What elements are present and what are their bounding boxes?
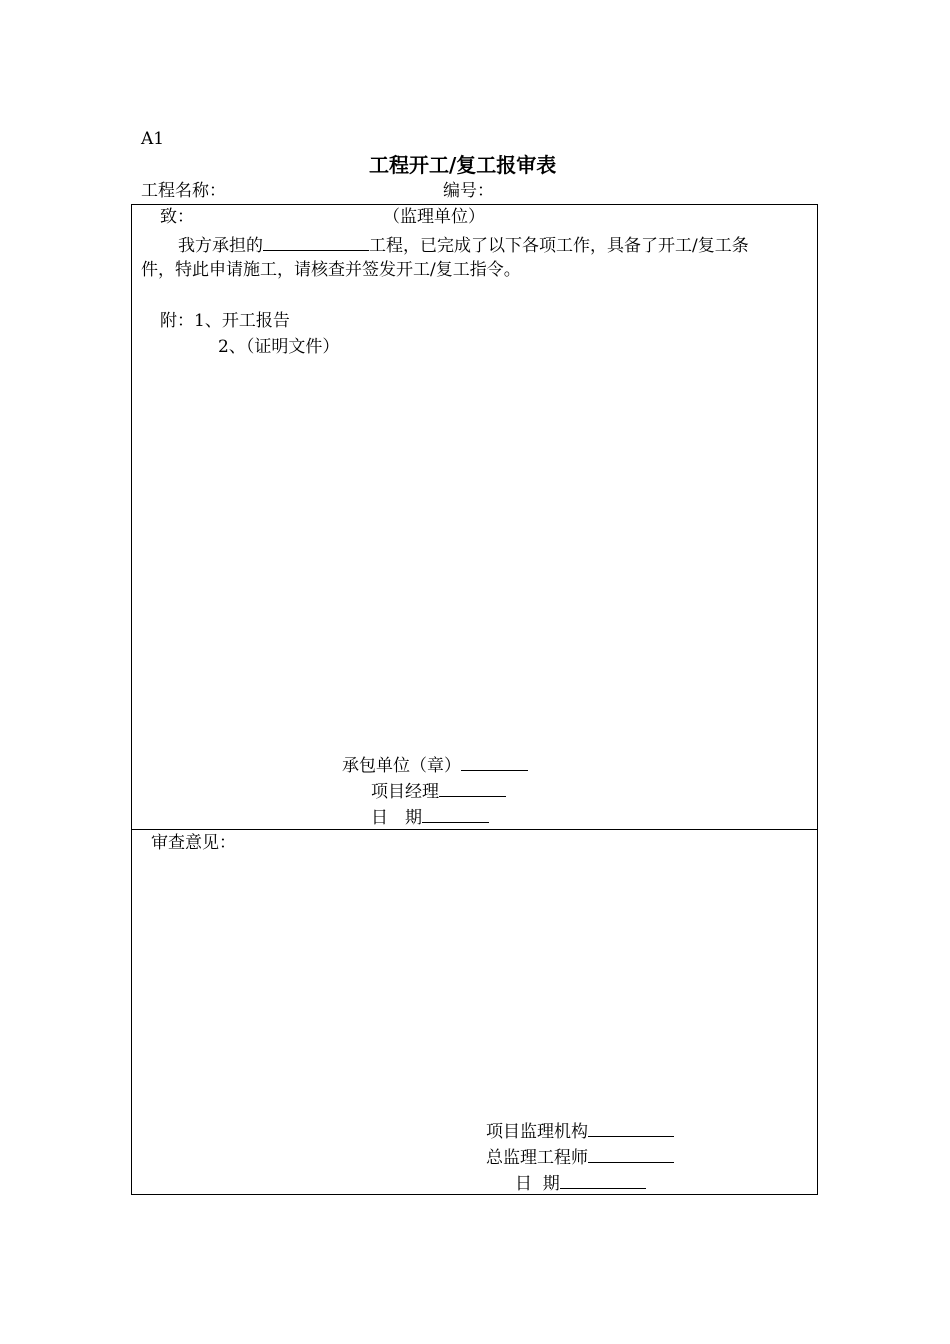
application-date-row (371, 807, 489, 827)
manager-label: 项目经理 (371, 782, 439, 802)
serial-no-label: 编号： (443, 181, 494, 201)
to-unit-label: （监理单位） (383, 207, 485, 227)
review-section (131, 829, 818, 1195)
attachment-item-2: 2、（证明文件） (218, 337, 340, 357)
contractor-signature-row (342, 755, 528, 775)
chief-engineer-label: 总监理工程师 (486, 1148, 588, 1168)
body-before-blank: 我方承担的 (178, 236, 263, 256)
contractor-blank-line[interactable] (461, 755, 528, 771)
review-date-blank-line[interactable] (560, 1173, 646, 1189)
supervision-org-label: 项目监理机构 (486, 1122, 588, 1142)
body-after-blank: 工程，已完成了以下各项工作，具备了开工/复工条 (369, 236, 749, 256)
supervision-org-row (486, 1121, 674, 1141)
project-name-label: 工程名称： (141, 181, 226, 201)
project-blank-line[interactable] (263, 235, 369, 251)
contractor-label: 承包单位（章） (342, 756, 461, 776)
manager-blank-line[interactable] (439, 781, 506, 797)
chief-engineer-blank-line[interactable] (588, 1147, 674, 1163)
application-date-blank-line[interactable] (422, 807, 489, 823)
review-date-row (515, 1173, 646, 1193)
form-code: A1 (141, 129, 165, 149)
supervision-org-blank-line[interactable] (588, 1121, 674, 1137)
attachment-item-1: 附：1、开工报告 (160, 311, 290, 331)
application-body-line1 (178, 235, 749, 255)
page-title: 工程开工/复工报审表 (369, 153, 557, 177)
application-body-line2: 件，特此申请施工，请核查并签发开工/复工指令。 (141, 260, 521, 280)
manager-signature-row (371, 781, 506, 801)
application-section (131, 204, 818, 830)
review-date-label: 日 期 (515, 1174, 560, 1194)
chief-engineer-row (486, 1147, 674, 1167)
application-date-label: 日 期 (371, 808, 422, 828)
to-label: 致： (160, 207, 194, 227)
review-opinion-label: 审查意见： (151, 833, 236, 853)
